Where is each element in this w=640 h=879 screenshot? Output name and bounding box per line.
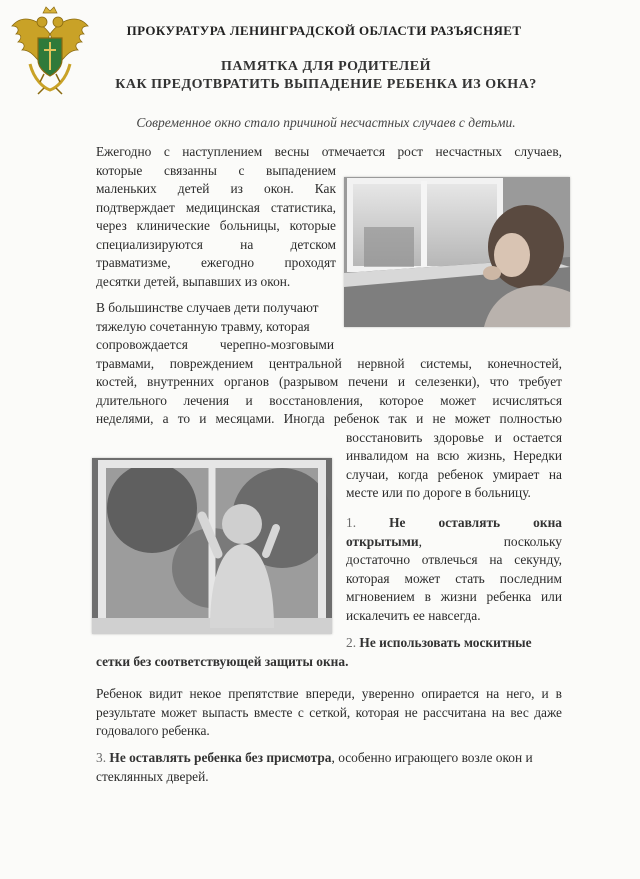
memo-subtitle: Современное окно стало причиной несчастных случаев с детьми. xyxy=(136,115,516,130)
injuries-line: неделями, а то и месяцами. Иногда ребенок так и не может полностью xyxy=(96,411,562,426)
injuries-line: инвалидом на всю жизнь, Нередки xyxy=(346,448,562,463)
rule-2-heading: Не использовать москитные xyxy=(359,635,532,650)
intro-line: Ежегодно с наступлением весны отмечается рост несчастных случаев, xyxy=(96,144,562,159)
injuries-line: месте или по дороге в больницу. xyxy=(346,485,531,500)
injuries-line: случаи, когда ребенок умирает на xyxy=(346,466,562,482)
injuries-line: тяжелую сочетанную травму, которая xyxy=(96,318,310,334)
toddler-at-window-photo xyxy=(92,458,332,634)
toddler-at-window-image xyxy=(92,458,332,634)
organization-heading: ПРОКУРАТУРА ЛЕНИНГРАДСКОЙ ОБЛАСТИ РАЗЪЯСНЯЕТ xyxy=(126,23,522,38)
intro-line: десятки детей, выпавших из окон. xyxy=(96,273,291,289)
injuries-line: сопровождается черепно-мозговыми xyxy=(96,337,334,352)
rule-2-explanation xyxy=(96,685,562,741)
injuries-line: длительного лечения и восстановления, которое может исчисляться xyxy=(96,392,562,408)
prosecutor-emblem-icon xyxy=(8,4,92,96)
rule-1-heading-cont: открытыми xyxy=(346,533,419,549)
rule-1 xyxy=(346,514,562,625)
intro-line: маленьких детей из окон. Как xyxy=(96,181,336,196)
rule-1-number: 1. xyxy=(346,515,357,530)
rule-2-text: Ребенок видит некое препятствие впереди, уверенно опирается на него, и в xyxy=(96,686,562,701)
rule-3-heading: Не оставлять ребенка без присмотра xyxy=(109,750,332,765)
rule-1-text: , поскольку xyxy=(418,533,562,549)
injuries-line: восстановить здоровье и остается xyxy=(346,429,562,445)
injuries-line: В большинстве случаев дети получают xyxy=(96,300,319,315)
intro-line: которые связанны с выпадением xyxy=(96,162,336,178)
intro-line: через клинические больницы, которые xyxy=(96,218,336,233)
injuries-line: травмами, повреждением центральной нервной системы, конечностей, xyxy=(96,355,562,371)
rule-1-text: мгновением в жизни ребенка или xyxy=(346,589,562,604)
intro-line: травматизме, ежегодно проходят xyxy=(96,255,336,270)
rule-3-text: , особенно играющего возле окон и xyxy=(331,750,533,765)
rule-1-heading: Не оставлять окна xyxy=(389,515,562,530)
rule-2-text: результате может выпасть вместе с сеткой, которая не рассчитана на вес даже xyxy=(96,704,562,720)
rule-2 xyxy=(96,634,562,671)
injuries-line: костей, внутренних органов (разрывом печени и селезенки), что требует xyxy=(96,374,562,389)
rule-2-text: годовалого ребенка. xyxy=(96,723,210,738)
intro-line: специализируются на детском xyxy=(96,236,336,252)
rule-1-text: искалечить ее навсегда. xyxy=(346,607,481,623)
memo-title: ПАМЯТКА ДЛЯ РОДИТЕЛЕЙ xyxy=(221,59,431,74)
intro-line: подтверждает медицинская статистика, xyxy=(96,199,336,215)
rule-1-text: которая может стать последним xyxy=(346,570,562,586)
memo-question: КАК ПРЕДОТВРАТИТЬ ВЫПАДЕНИЕ РЕБЕНКА ИЗ ОКНА? xyxy=(115,77,537,92)
rule-2-number: 2. xyxy=(346,635,357,650)
rule-1-text: достаточно отвлечься на секунду, xyxy=(346,552,562,567)
rule-3 xyxy=(96,749,562,786)
rule-3-number: 3. xyxy=(96,750,107,765)
rule-3-text: стеклянных дверей. xyxy=(96,768,209,784)
rule-2-heading-cont: сетки без соответствующей защиты окна. xyxy=(96,653,349,669)
